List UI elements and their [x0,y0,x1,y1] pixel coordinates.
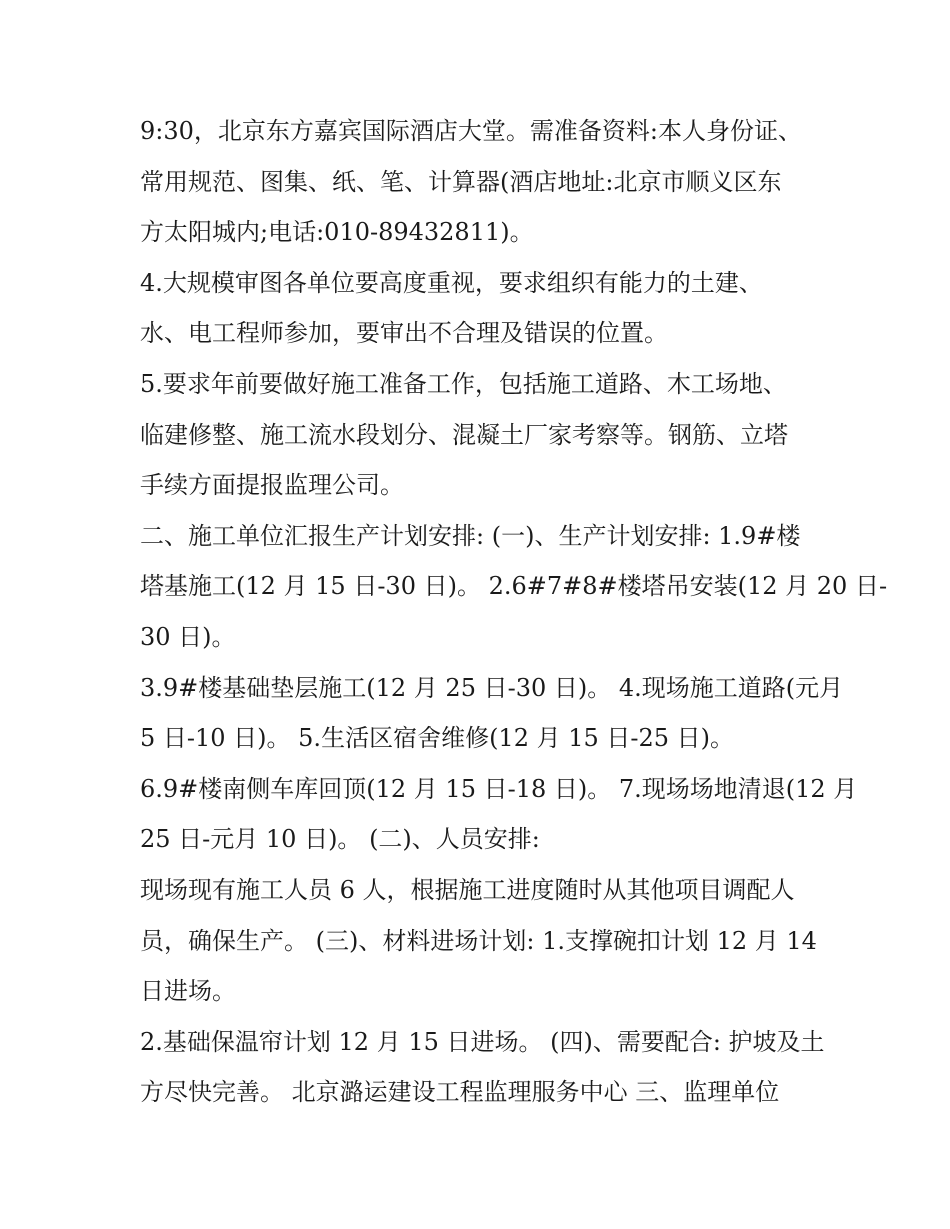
text-line: 方太阳城内;电话:010-89432811)。 [140,218,534,247]
text-line: 塔基施工(12 月 15 日-30 日)。 2.6#7#8#楼塔吊安装(12 月 20 日- [140,572,888,601]
text-line: 水、电工程师参加，要审出不合理及错误的位置。 [140,319,668,348]
text-line: 2.基础保温帘计划 12 月 15 日进场。 (四)、需要配合: 护坡及土 [140,1027,825,1056]
text-line: 员，确保生产。 (三)、材料进场计划: 1.支撑碗扣计划 12 月 14 [140,926,817,955]
text-line: 3.9#楼基础垫层施工(12 月 25 日-30 日)。 4.现场施工道路(元月 [140,673,844,702]
document-body [140,106,888,1118]
text-line: 5 日-10 日)。 5.生活区宿舍维修(12 月 15 日-25 日)。 [140,724,735,753]
text-line: 临建修整、施工流水段划分、混凝土厂家考察等。钢筋、立塔 [140,420,788,449]
text-line: 二、施工单位汇报生产计划安排: (一)、生产计划安排: 1.9#楼 [140,521,801,550]
text-line: 9:30，北京东方嘉宾国际酒店大堂。需准备资料:本人身份证、 [140,117,802,145]
text-line: 方尽快完善。 北京潞运建设工程监理服务中心 三、监理单位 [140,1078,780,1107]
text-line: 4.大规模审图各单位要高度重视，要求组织有能力的土建、 [140,268,763,297]
text-line: 日进场。 [140,977,236,1006]
text-line: 6.9#楼南侧车库回顶(12 月 15 日-18 日)。 7.现场场地清退(12 月 [140,774,858,803]
text-line: 手续方面提报监理公司。 [140,471,404,500]
text-line: 现场现有施工人员 6 人，根据施工进度随时从其他项目调配人 [140,875,795,904]
text-line: 常用规范、图集、纸、笔、计算器(酒店地址:北京市顺义区东 [140,167,782,196]
text-line: 25 日-元月 10 日)。 (二)、人员安排: [140,825,540,854]
text-line: 5.要求年前要做好施工准备工作，包括施工道路、木工场地、 [140,369,787,398]
text-line: 30 日)。 [140,622,236,651]
